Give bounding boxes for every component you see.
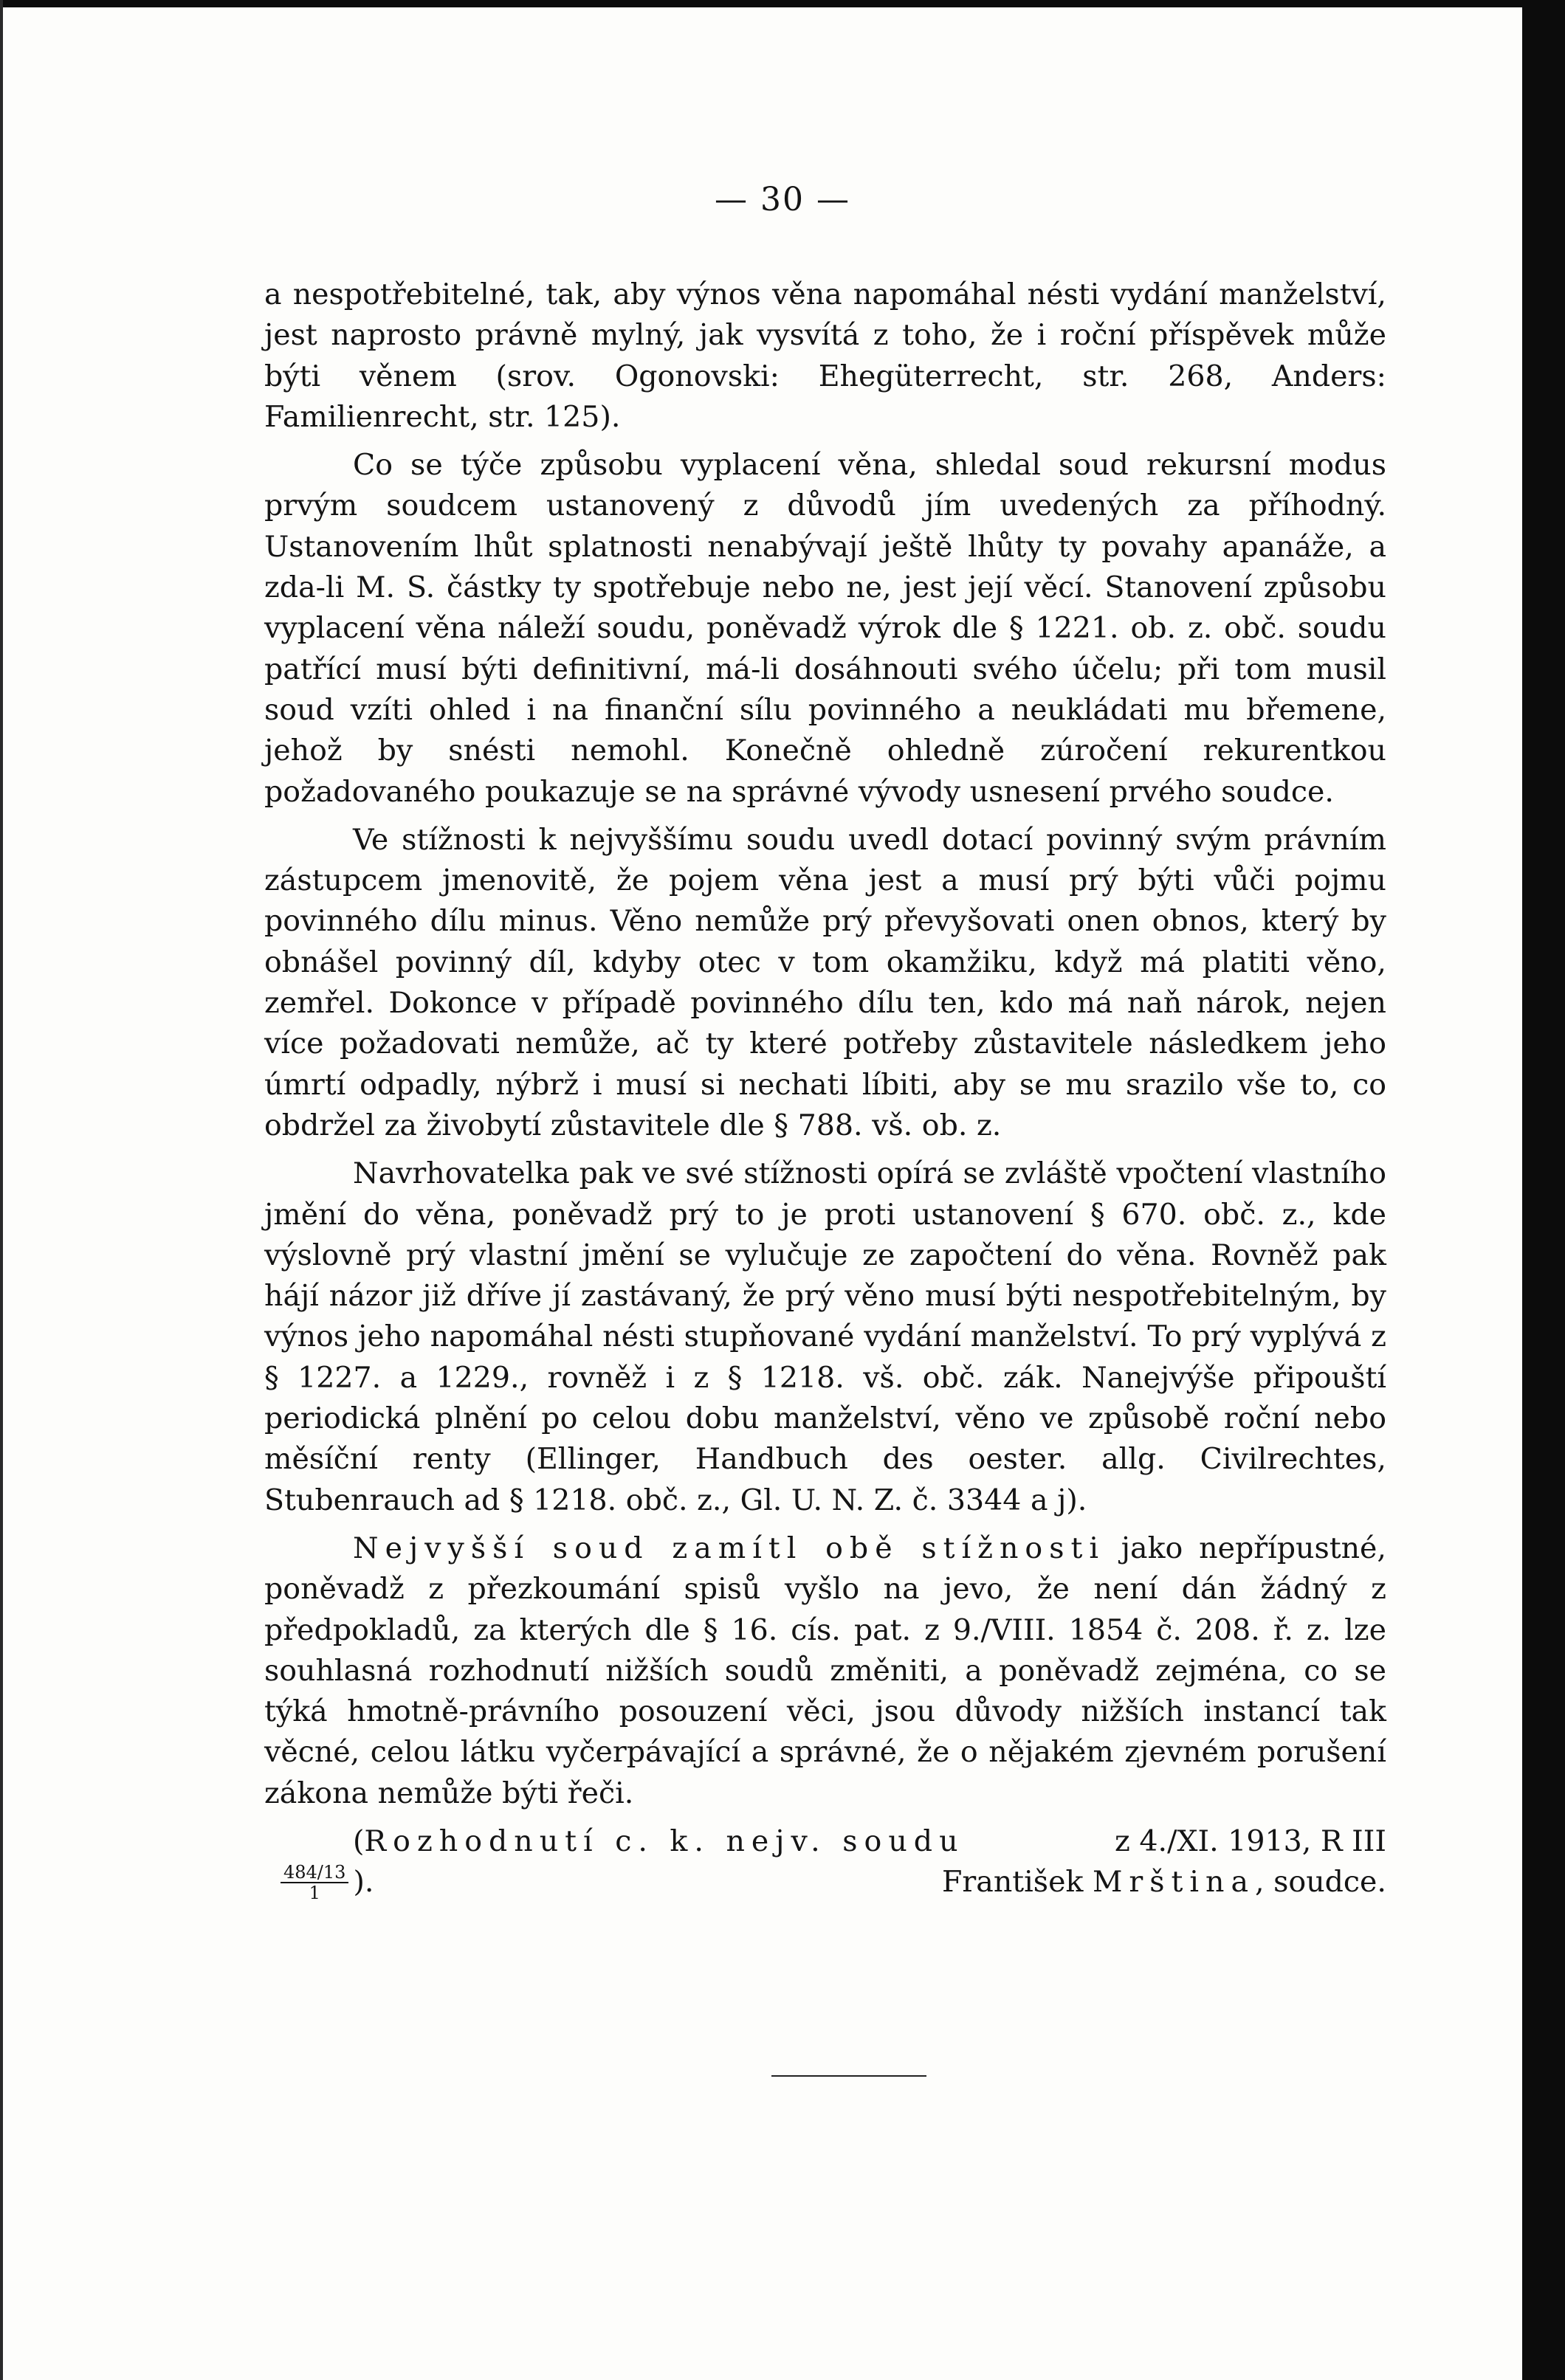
citation-block xyxy=(264,1821,1386,1914)
citation-open-paren: ( xyxy=(353,1824,365,1858)
judge-role: , soudce. xyxy=(1255,1865,1386,1900)
judge-first-name: František xyxy=(942,1865,1084,1900)
page-number: — 30 — xyxy=(715,181,850,218)
citation-line xyxy=(264,1821,1386,1862)
judge-surname: Mrština xyxy=(1092,1865,1256,1900)
paragraph-4: Navrhovatelka pak ve své stížnosti opírá se zvláště vpočtení vlastního jmění do věna, poněvadž prý to je proti ustanovení § 670. obč. z., kde výslovně prý vlastní jmění se vylučuje ze započtení do věna. Rovněž pak hájí názor již dříve jí zastávaný, že prý věno musí býti nespotřebitelným, by výnos jeho napomáhal nésti stupňované vydání manželství. To prý vyplývá z § 1227. a 1229., rovněž i z § 1218. vš. obč. zák. Nanejvýše připouští periodická plnění po celou dobu manželství, věno ve způsobě roční nebo měsíční renty (Ellinger, Handbuch des oester. allg. Civilrechtes, Stubenrauch ad § 1218. obč. z., Gl. U. N. Z. č. 3344 a j). xyxy=(264,1156,1386,1517)
paragraph-3: Ve stížnosti k nejvyššímu soudu uvedl dotací povinný svým právním zástupcem jmenovitě, že pojem věna jest a musí prý býti vůči pojmu povinného dílu minus. Věno nemůže prý převyšovati onen obnos, který by obnášel povinný díl, kdyby otec v tom okamžiku, když má platiti věno, zemřel. Dokonce v případě povinného dílu ten, kdo má naň nárok, nejen více požadovati nemůže, ač ty které potřeby zůstavitele následkem jeho úmrtí odpadly, nýbrž i musí si nechati líbiti, aby se mu srazilo vše to, co obdržel za živobytí zůstavitele dle § 788. vš. ob. z. xyxy=(264,822,1386,1142)
citation-court-name: Rozhodnutí c. k. nejv. soudu xyxy=(364,1824,965,1858)
scan-border-right xyxy=(1522,0,1565,2380)
fraction-stack xyxy=(281,1863,348,1903)
judge-signature xyxy=(942,1862,1386,1903)
scan-border-top xyxy=(0,0,1565,7)
citation-fraction xyxy=(281,1862,374,1903)
citation-source xyxy=(353,1821,965,1862)
court-decision-heading: Nejvyšší soud zamítl obě stížnosti xyxy=(353,1531,1105,1565)
paragraph-5 xyxy=(264,1528,1386,1814)
body-text xyxy=(264,275,1386,1914)
citation-close-paren: ). xyxy=(353,1865,374,1900)
citation-signature-line xyxy=(264,1862,1386,1914)
fraction-numerator: 484/13 xyxy=(281,1863,348,1883)
paragraph-5-text: jako nepřípustné, poněvadž z přezkoumání spisů vyšlo na jevo, že není dán žádný z předpokladů, za kterých dle § 16. cís. pat. z 9./VIII. 1854 č. 208. ř. z. lze souhlasná rozhodnutí nižších soudů změniti, a poněvadž zejména, co se týká hmotně-právního posouzení věci, jsou důvody nižších instancí tak věcné, celou látku vyčerpávající a správné, že o nějakém zjevném porušení zákona nemůže býti řeči. xyxy=(264,1531,1386,1810)
paragraph-1: a nespotřebitelné, tak, aby výnos věna napomáhal nésti vydání manželství, jest naprosto právně mylný, jak vysvítá z toho, že i roční příspěvek může býti věnem (srov. Ogonovski: Ehegüterrecht, str. 268, Anders: Familienrecht, str. 125). xyxy=(264,277,1386,434)
end-divider xyxy=(771,2075,926,2077)
fraction-denominator: 1 xyxy=(309,1882,320,1903)
paragraph-2: Co se týče způsobu vyplacení věna, shledal soud rekursní modus prvým soudcem ustanovený z důvodů jím uvedených za příhodný. Ustanovením lhůt splatnosti nenabývají ještě lhůty ty povahy apanáže, a zda-li M. S. částky ty spotřebuje nebo ne, jest její věcí. Stanovení způsobu vyplacení věna náleží soudu, poněvadž výrok dle § 1221. ob. z. obč. soudu patřící musí býti definitivní, má-li dosáhnouti svého účelu; při tom musil soud vzíti ohled i na finanční sílu povinného a neukládati mu břemene, jehož by snésti nemohl. Konečně ohledně zúročení rekurentkou požadovaného poukazuje se na správné vývody usnesení prvého soudce. xyxy=(264,448,1386,809)
citation-reference: z 4./XI. 1913, R III xyxy=(1115,1824,1386,1858)
